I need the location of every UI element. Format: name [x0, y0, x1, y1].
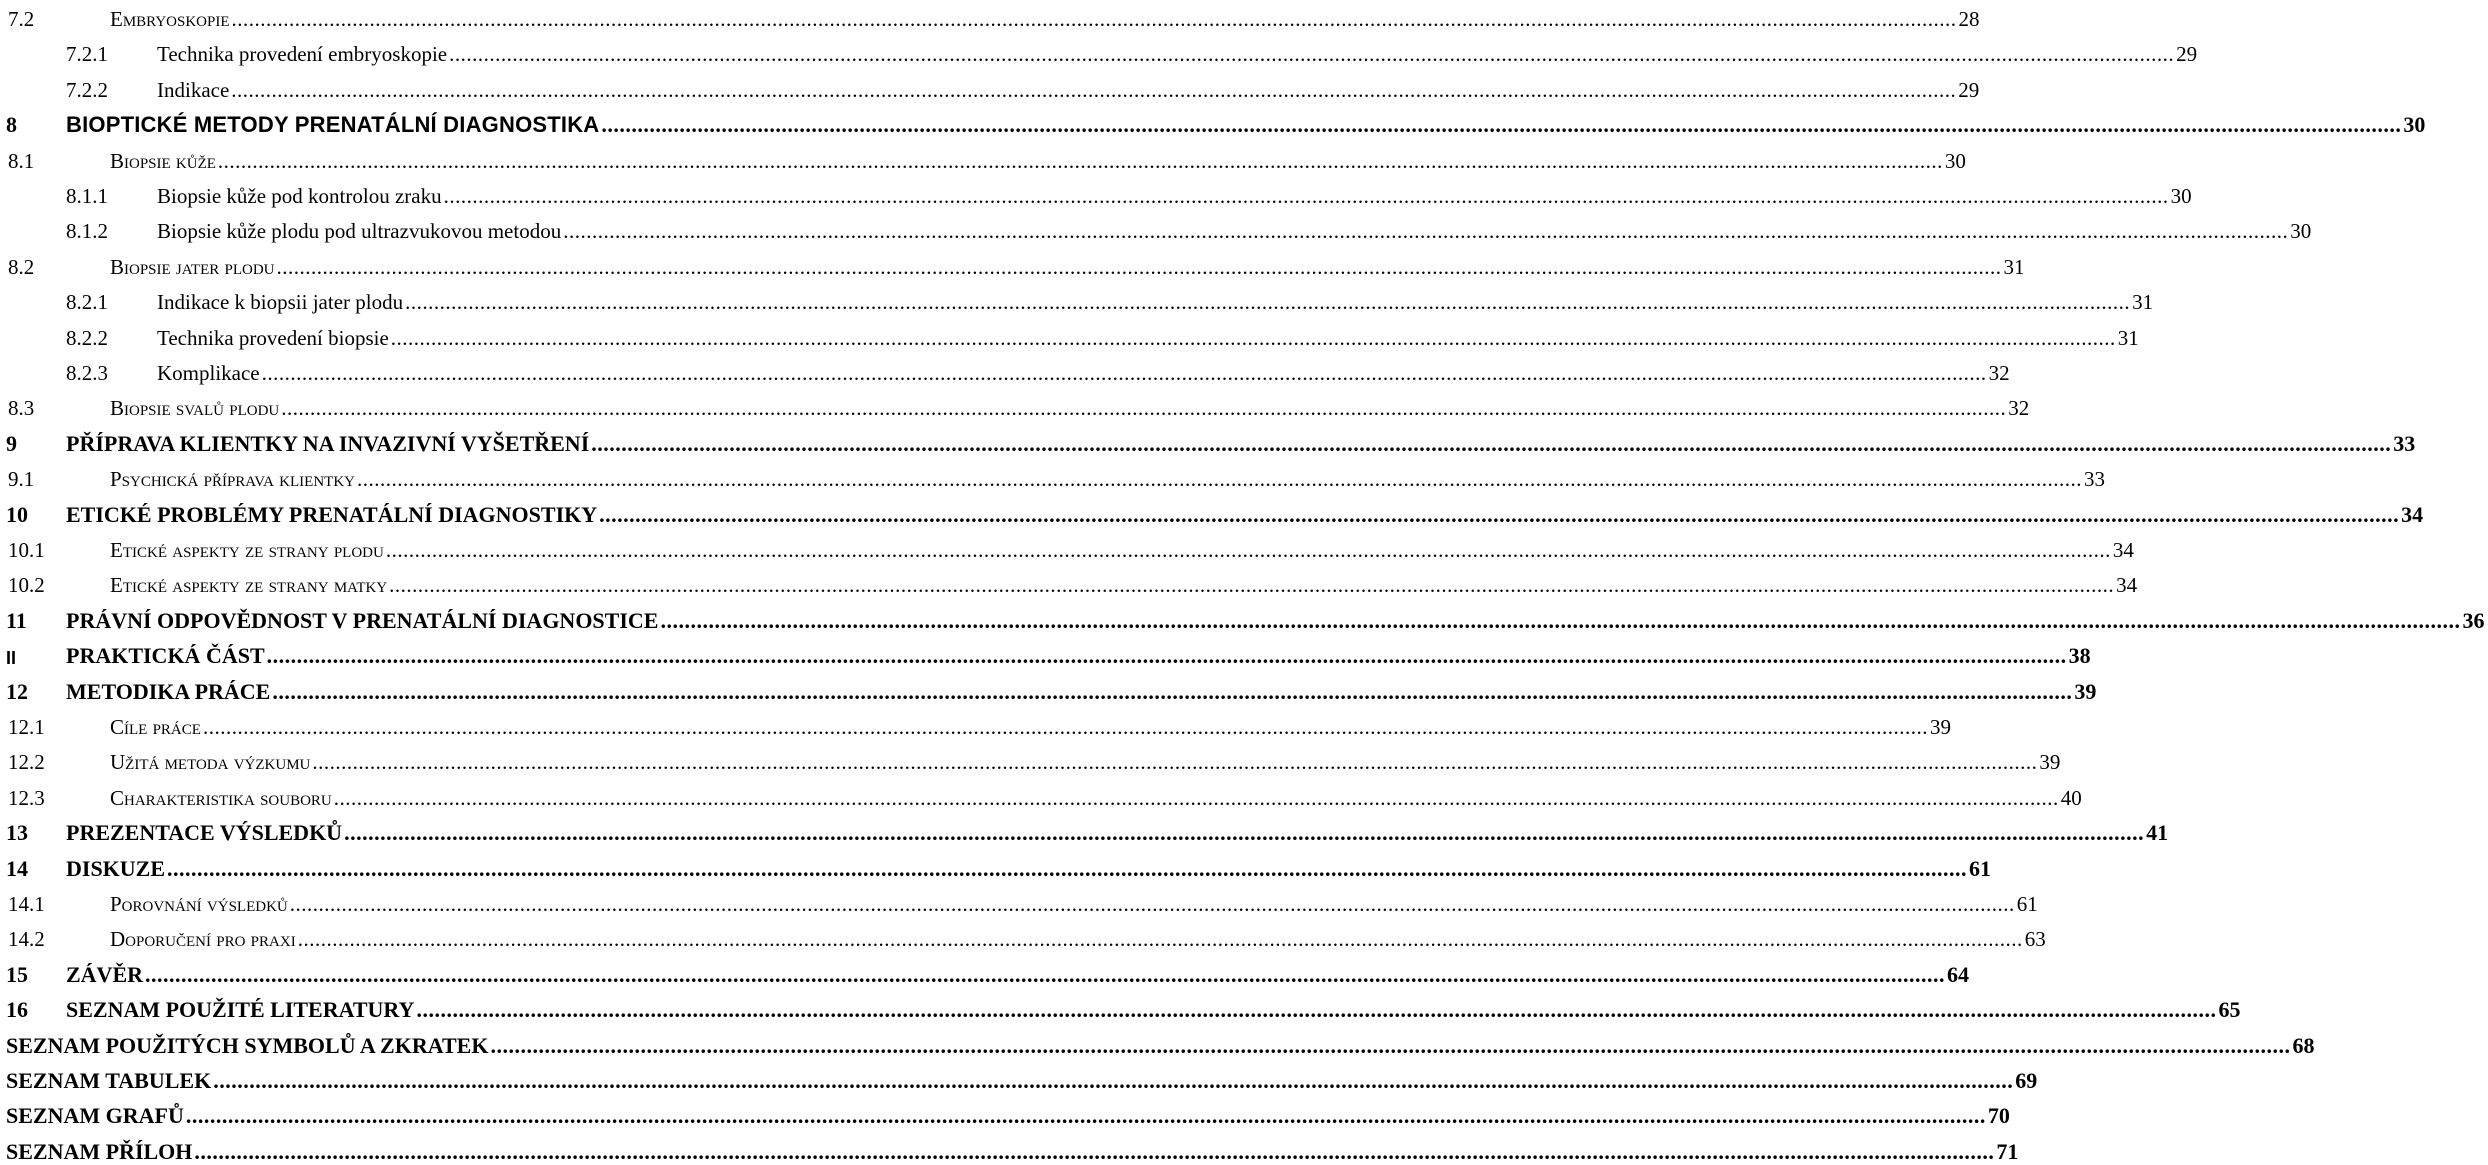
toc-entry-number: 8.3 — [8, 396, 35, 421]
toc-entry-title: SEZNAM POUŽITÉ LITERATURY — [66, 997, 415, 1023]
toc-entry[interactable] — [0, 173, 2192, 209]
toc-entry-title: Psychická příprava klientky — [110, 467, 355, 492]
toc-entry-page-number: 69 — [2015, 1068, 2038, 1093]
toc-entry[interactable] — [0, 244, 2025, 280]
toc-entry-number: 10.2 — [8, 573, 45, 598]
toc-entry[interactable] — [0, 456, 2105, 492]
toc-entry-page-number: 28 — [1958, 7, 1980, 31]
toc-dot-leader: ............................................................................................................................................................................................................................................................................................................ — [449, 42, 2175, 67]
toc-entry-title: Biopsie kůže — [110, 148, 216, 173]
toc-dot-leader: ............................................................................................................................................................................................................................................................................................................ — [416, 997, 2217, 1023]
toc-entry[interactable] — [0, 633, 2091, 669]
toc-entry-title: Biopsie kůže pod kontrolou zraku — [157, 184, 442, 208]
toc-entry-number: 9.1 — [8, 467, 35, 492]
toc-entry-title: Cíle práce — [110, 715, 201, 739]
toc-dot-leader: ............................................................................................................................................................................................................................................................................................................ — [276, 254, 2002, 279]
toc-entry[interactable] — [0, 987, 2241, 1023]
toc-entry[interactable] — [0, 598, 2485, 634]
toc-entry-title: SEZNAM TABULEK — [6, 1068, 212, 1093]
toc-entry[interactable] — [0, 562, 2138, 598]
toc-entry-page-number: 64 — [1947, 961, 1970, 987]
toc-entry-number: 12 — [6, 678, 28, 704]
toc-entry[interactable] — [0, 1129, 2019, 1165]
toc-entry[interactable] — [0, 810, 2169, 846]
toc-entry-number: 16 — [6, 997, 28, 1023]
toc-entry-page-number: 70 — [1987, 1103, 2010, 1129]
toc-entry[interactable] — [0, 208, 2312, 244]
toc-dot-leader: ............................................................................................................................................................................................................................................................................................................ — [217, 148, 1943, 173]
toc-entry-page-number: 71 — [1996, 1138, 2019, 1164]
toc-entry-title: METODIKA PRÁCE — [66, 678, 271, 704]
toc-entry-page-number: 34 — [2116, 573, 2138, 598]
toc-entry-number: 9 — [6, 430, 17, 456]
toc-dot-leader: ............................................................................................................................................................................................................................................................................................................ — [385, 538, 2111, 562]
toc-entry-number: 7.2 — [8, 7, 35, 31]
toc-entry-title: Biopsie jater plodu — [110, 254, 275, 279]
toc-entry-number: 8.2.1 — [66, 290, 108, 315]
toc-dot-leader: ............................................................................................................................................................................................................................................................................................................ — [563, 219, 2289, 244]
toc-entry-page-number: 30 — [2170, 184, 2192, 208]
toc-entry-page-number: 30 — [2290, 219, 2312, 244]
toc-entry-page-number: 29 — [1958, 77, 1980, 102]
toc-entry-title: DISKUZE — [66, 855, 166, 881]
toc-entry-page-number: 68 — [2292, 1032, 2315, 1058]
toc-entry-number: 13 — [6, 820, 28, 846]
toc-entry[interactable] — [0, 704, 1951, 740]
toc-entry-page-number: 32 — [1988, 361, 2010, 385]
toc-entry[interactable] — [0, 31, 2198, 67]
toc-entry-number: 8.2.2 — [66, 325, 108, 350]
toc-entry-title: Indikace k biopsii jater plodu — [157, 290, 404, 315]
toc-entry[interactable] — [0, 527, 2134, 563]
toc-entry-page-number: 29 — [2176, 42, 2198, 67]
toc-entry-number: II — [6, 648, 17, 669]
toc-entry-page-number: 41 — [2146, 820, 2169, 846]
toc-dot-leader: ............................................................................................................................................................................................................................................................................................................ — [333, 785, 2059, 810]
toc-entry-page-number: 30 — [2403, 112, 2426, 138]
toc-entry-page-number: 33 — [2084, 467, 2105, 492]
toc-entry-page-number: 31 — [2117, 325, 2139, 350]
toc-entry-number: 14.2 — [8, 927, 45, 952]
toc-dot-leader: ............................................................................................................................................................................................................................................................................................................ — [261, 361, 1987, 385]
toc-entry-title: Indikace — [157, 77, 230, 102]
toc-dot-leader: ............................................................................................................................................................................................................................................................................................................ — [185, 1103, 1986, 1129]
toc-entry[interactable] — [0, 67, 1980, 103]
toc-entry-number: 8.1.1 — [66, 184, 108, 208]
toc-entry-title: SEZNAM POUŽITÝCH SYMBOLŮ A ZKRATEK — [6, 1032, 489, 1058]
toc-entry-title: BIOPTICKÉ METODY PRENATÁLNÍ DIAGNOSTIKA — [66, 112, 600, 138]
toc-entry-number: 10 — [6, 501, 28, 527]
toc-dot-leader: ............................................................................................................................................................................................................................................................................................................ — [601, 112, 2402, 138]
toc-entry-title: ZÁVĚR — [66, 961, 144, 987]
toc-entry-number: 15 — [6, 961, 28, 987]
toc-entry-page-number: 61 — [2016, 892, 2038, 916]
toc-dot-leader: ............................................................................................................................................................................................................................................................................................................ — [443, 184, 2169, 208]
toc-dot-leader: ............................................................................................................................................................................................................................................................................................................ — [660, 607, 2461, 633]
toc-entry-page-number: 63 — [2024, 927, 2046, 952]
toc-entry-number: 8 — [6, 112, 17, 138]
toc-dot-leader: ............................................................................................................................................................................................................................................................................................................ — [490, 1032, 2291, 1058]
toc-entry-number: 11 — [6, 607, 27, 633]
toc-entry-title: PRÁVNÍ ODPOVĚDNOST V PRENATÁLNÍ DIAGNOSTICE — [66, 607, 659, 633]
toc-entry-title: Embryoskopie — [110, 7, 230, 31]
toc-dot-leader: ............................................................................................................................................................................................................................................................................................................ — [405, 290, 2131, 315]
toc-entry-title: Biopsie svalů plodu — [110, 396, 280, 421]
toc-entry-title: Etické aspekty ze strany plodu — [110, 538, 384, 562]
toc-dot-leader: ............................................................................................................................................................................................................................................................................................................ — [231, 7, 1957, 31]
toc-entry[interactable] — [0, 492, 2424, 528]
toc-entry-page-number: 39 — [1929, 715, 1951, 739]
toc-entry[interactable] — [0, 1093, 2010, 1129]
toc-entry-page-number: 30 — [1944, 148, 1966, 173]
toc-entry-page-number: 40 — [2060, 785, 2082, 810]
toc-entry-title: Charakteristika souboru — [110, 785, 332, 810]
toc-entry-title: PREZENTACE VÝSLEDKŮ — [66, 820, 343, 846]
toc-dot-leader: ............................................................................................................................................................................................................................................................................................................ — [194, 1138, 1995, 1164]
toc-entry-title: Užitá metoda výzkumu — [110, 750, 311, 775]
toc-dot-leader: ............................................................................................................................................................................................................................................................................................................ — [213, 1068, 2014, 1093]
toc-entry[interactable] — [0, 916, 2046, 952]
toc-entry-number: 8.1.2 — [66, 219, 108, 244]
toc-dot-leader: ............................................................................................................................................................................................................................................................................................................ — [357, 467, 2082, 492]
toc-entry[interactable] — [0, 952, 1970, 988]
toc-entry-title: Etické aspekty ze strany matky — [110, 573, 388, 598]
toc-entry[interactable] — [0, 775, 2082, 811]
toc-dot-leader: ............................................................................................................................................................................................................................................................................................................ — [599, 501, 2400, 527]
toc-entry-title: Porovnání výsledků — [110, 892, 288, 916]
toc-entry-number: 7.2.1 — [66, 42, 108, 67]
toc-dot-leader: ............................................................................................................................................................................................................................................................................................................ — [591, 430, 2392, 456]
toc-dot-leader: ............................................................................................................................................................................................................................................................................................................ — [266, 643, 2067, 669]
toc-entry[interactable] — [0, 1058, 2038, 1094]
toc-entry-title: Doporučení pro praxi — [110, 927, 296, 952]
toc-entry-title: PŘÍPRAVA KLIENTKY NA INVAZIVNÍ VYŠETŘENÍ — [66, 430, 590, 456]
toc-entry-number: 14 — [6, 855, 28, 881]
toc-entry-number: 14.1 — [8, 892, 45, 916]
toc-entry-page-number: 39 — [2039, 750, 2061, 775]
toc-entry-number: 12.3 — [8, 785, 45, 810]
toc-dot-leader: ............................................................................................................................................................................................................................................................................................................ — [344, 820, 2145, 846]
toc-dot-leader: ............................................................................................................................................................................................................................................................................................................ — [145, 961, 1946, 987]
toc-entry[interactable] — [0, 421, 2416, 457]
toc-entry-title: Technika provedení embryoskopie — [157, 42, 448, 67]
toc-entry[interactable] — [0, 315, 2139, 351]
toc-dot-leader: ............................................................................................................................................................................................................................................................................................................ — [281, 396, 2007, 421]
toc-entry-number: 7.2.2 — [66, 77, 108, 102]
toc-entry-title: SEZNAM PŘÍLOH — [6, 1138, 193, 1164]
toc-entry-page-number: 32 — [2008, 396, 2030, 421]
toc-dot-leader: ............................................................................................................................................................................................................................................................................................................ — [202, 715, 1928, 739]
toc-entry[interactable] — [0, 669, 2097, 705]
toc-dot-leader: ............................................................................................................................................................................................................................................................................................................ — [390, 325, 2116, 350]
toc-entry-page-number: 33 — [2393, 430, 2416, 456]
toc-entry[interactable] — [0, 385, 2030, 421]
toc-dot-leader: ............................................................................................................................................................................................................................................................................................................ — [167, 855, 1968, 881]
toc-entry-title: Komplikace — [157, 361, 260, 385]
toc-entry[interactable] — [0, 138, 1966, 174]
toc-entry-number: 8.2 — [8, 254, 35, 279]
toc-dot-leader: ............................................................................................................................................................................................................................................................................................................ — [231, 77, 1957, 102]
toc-dot-leader: ............................................................................................................................................................................................................................................................................................................ — [272, 678, 2073, 704]
toc-entry[interactable] — [0, 1023, 2315, 1059]
toc-entry-title: Technika provedení biopsie — [157, 325, 389, 350]
toc-entry-page-number: 39 — [2074, 678, 2097, 704]
toc-entry-number: 10.1 — [8, 538, 45, 562]
toc-entry[interactable] — [0, 350, 2010, 386]
toc-entry-title: SEZNAM GRAFŮ — [6, 1103, 184, 1129]
toc-entry-page-number: 31 — [2132, 290, 2154, 315]
toc-dot-leader: ............................................................................................................................................................................................................................................................................................................ — [289, 892, 2015, 916]
toc-dot-leader: ............................................................................................................................................................................................................................................................................................................ — [312, 750, 2038, 775]
toc-entry-page-number: 36 — [2462, 607, 2485, 633]
toc-entry[interactable] — [0, 0, 1980, 32]
toc-entry-title: ETICKÉ PROBLÉMY PRENATÁLNÍ DIAGNOSTIKY — [66, 501, 598, 527]
toc-entry-page-number: 31 — [2003, 254, 2025, 279]
toc-entry[interactable] — [0, 102, 2426, 138]
toc-entry-number: 8.1 — [8, 148, 35, 173]
toc-dot-leader: ............................................................................................................................................................................................................................................................................................................ — [389, 573, 2115, 598]
toc-entry-number: 8.2.3 — [66, 361, 108, 385]
toc-entry[interactable] — [0, 881, 2038, 917]
toc-entry-page-number: 34 — [2112, 538, 2134, 562]
toc-entry-page-number: 65 — [2218, 997, 2241, 1023]
toc-entry[interactable] — [0, 279, 2154, 315]
toc-entry-title: Biopsie kůže plodu pod ultrazvukovou metodou — [157, 219, 562, 244]
toc-entry-page-number: 61 — [1969, 855, 1992, 881]
toc-entry-number: 12.2 — [8, 750, 45, 775]
toc-entry-page-number: 34 — [2401, 501, 2424, 527]
toc-entry-page-number: 38 — [2068, 643, 2091, 669]
toc-entry-title: PRAKTICKÁ ČÁST — [66, 643, 265, 669]
toc-entry[interactable] — [0, 846, 1992, 882]
toc-entry[interactable] — [0, 739, 2061, 775]
toc-dot-leader: ............................................................................................................................................................................................................................................................................................................ — [297, 927, 2023, 952]
toc-entry-number: 12.1 — [8, 715, 45, 739]
